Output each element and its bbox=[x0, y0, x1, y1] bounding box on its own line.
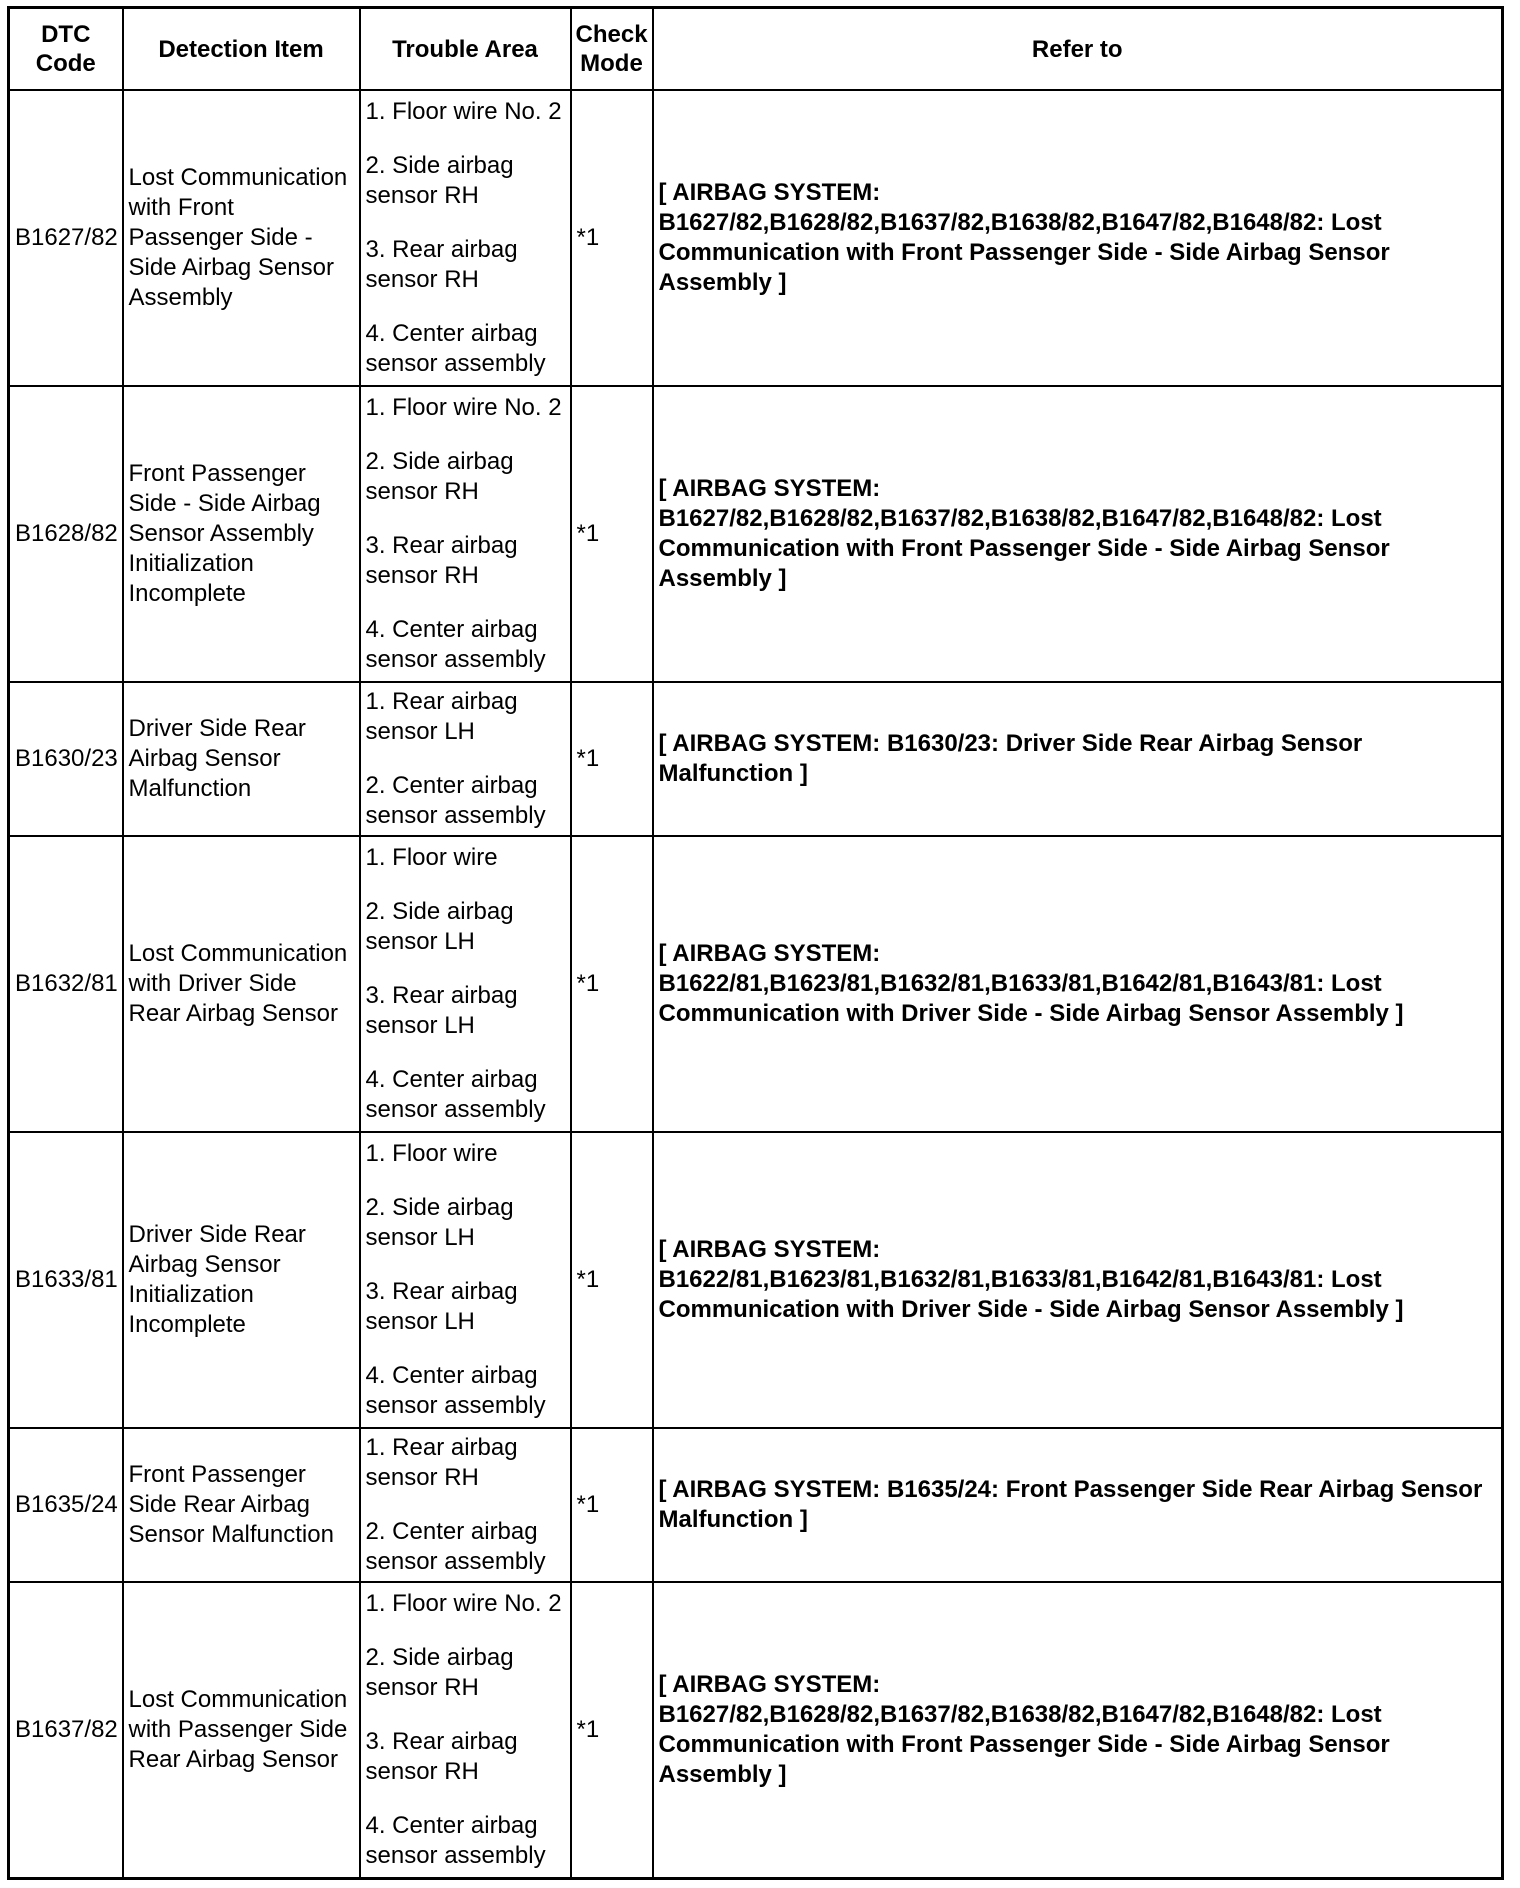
trouble-area-item: 2. Side airbag sensor RH bbox=[365, 1644, 514, 1701]
check-mode-cell: *1 bbox=[571, 682, 653, 836]
table-row bbox=[9, 682, 1503, 836]
trouble-area-item: 3. Rear airbag sensor LH bbox=[365, 982, 518, 1039]
check-mode-cell: *1 bbox=[571, 1582, 653, 1879]
refer-to-link[interactable]: [ AIRBAG SYSTEM: B1627/82,B1628/82,B1637/82,B1638/82,B1647/82,B1648/82: Lost Communication with Front Passenger Side - Side Airbag Sensor Assembly ] bbox=[653, 90, 1503, 386]
refer-to-link[interactable]: [ AIRBAG SYSTEM: B1627/82,B1628/82,B1637/82,B1638/82,B1647/82,B1648/82: Lost Communication with Front Passenger Side - Side Airbag Sensor Assembly ] bbox=[653, 386, 1503, 682]
trouble-area-item: 4. Center airbag sensor assembly bbox=[365, 616, 546, 673]
trouble-area-cell bbox=[360, 90, 571, 386]
dtc-table-container bbox=[7, 6, 1504, 1880]
header-detection-item: Detection Item bbox=[123, 8, 360, 91]
trouble-area-item: 2. Center airbag sensor assembly bbox=[365, 1518, 546, 1575]
trouble-area-item: 3. Rear airbag sensor RH bbox=[365, 236, 518, 293]
check-mode-cell: *1 bbox=[571, 836, 653, 1132]
refer-to-link[interactable]: [ AIRBAG SYSTEM: B1622/81,B1623/81,B1632/81,B1633/81,B1642/81,B1643/81: Lost Communication with Driver Side - Side Airbag Sensor Assembly ] bbox=[653, 1132, 1503, 1428]
trouble-area-cell bbox=[360, 1582, 571, 1879]
dtc-code-cell: B1633/81 bbox=[9, 1132, 123, 1428]
dtc-code-cell: B1632/81 bbox=[9, 836, 123, 1132]
trouble-area-cell bbox=[360, 1428, 571, 1582]
dtc-code-cell: B1637/82 bbox=[9, 1582, 123, 1879]
detection-item-cell: Lost Communication with Passenger Side Rear Airbag Sensor bbox=[123, 1582, 360, 1879]
trouble-area-item: 2. Side airbag sensor RH bbox=[365, 448, 514, 505]
detection-item-cell: Lost Communication with Driver Side Rear Airbag Sensor bbox=[123, 836, 360, 1132]
trouble-area-item: 4. Center airbag sensor assembly bbox=[365, 1812, 546, 1869]
trouble-area-item: 1. Floor wire No. 2 bbox=[365, 98, 562, 125]
table-row bbox=[9, 1582, 1503, 1879]
trouble-area-item: 3. Rear airbag sensor RH bbox=[365, 1728, 518, 1785]
check-mode-cell: *1 bbox=[571, 90, 653, 386]
table-row bbox=[9, 1132, 1503, 1428]
header-refer-to: Refer to bbox=[653, 8, 1503, 91]
table-row bbox=[9, 1428, 1503, 1582]
check-mode-cell: *1 bbox=[571, 1428, 653, 1582]
refer-to-link[interactable]: [ AIRBAG SYSTEM: B1630/23: Driver Side Rear Airbag Sensor Malfunction ] bbox=[653, 682, 1503, 836]
trouble-area-item: 1. Rear airbag sensor LH bbox=[365, 688, 518, 745]
table-row bbox=[9, 836, 1503, 1132]
trouble-area-item: 3. Rear airbag sensor RH bbox=[365, 532, 518, 589]
trouble-area-item: 2. Center airbag sensor assembly bbox=[365, 772, 546, 829]
trouble-area-item: 4. Center airbag sensor assembly bbox=[365, 1066, 546, 1123]
check-mode-cell: *1 bbox=[571, 386, 653, 682]
trouble-area-item: 3. Rear airbag sensor LH bbox=[365, 1278, 518, 1335]
trouble-area-item: 1. Floor wire bbox=[365, 1140, 498, 1167]
dtc-code-cell: B1627/82 bbox=[9, 90, 123, 386]
table-body bbox=[9, 90, 1503, 1879]
trouble-area-item: 1. Floor wire No. 2 bbox=[365, 394, 562, 421]
detection-item-cell: Driver Side Rear Airbag Sensor Malfunction bbox=[123, 682, 360, 836]
trouble-area-item: 2. Side airbag sensor LH bbox=[365, 898, 514, 955]
header-check-mode: Check Mode bbox=[571, 8, 653, 91]
check-mode-cell: *1 bbox=[571, 1132, 653, 1428]
dtc-code-cell: B1635/24 bbox=[9, 1428, 123, 1582]
trouble-area-item: 2. Side airbag sensor RH bbox=[365, 152, 514, 209]
refer-to-link[interactable]: [ AIRBAG SYSTEM: B1622/81,B1623/81,B1632/81,B1633/81,B1642/81,B1643/81: Lost Communication with Driver Side - Side Airbag Sensor Assembly ] bbox=[653, 836, 1503, 1132]
refer-to-link[interactable]: [ AIRBAG SYSTEM: B1635/24: Front Passenger Side Rear Airbag Sensor Malfunction ] bbox=[653, 1428, 1503, 1582]
table-row bbox=[9, 90, 1503, 386]
trouble-area-item: 2. Side airbag sensor LH bbox=[365, 1194, 514, 1251]
detection-item-cell: Front Passenger Side - Side Airbag Sensor Assembly Initialization Incomplete bbox=[123, 386, 360, 682]
trouble-area-item: 1. Floor wire bbox=[365, 844, 498, 871]
trouble-area-item: 4. Center airbag sensor assembly bbox=[365, 1362, 546, 1419]
header-dtc-code: DTC Code bbox=[9, 8, 123, 91]
dtc-table bbox=[7, 6, 1504, 1880]
trouble-area-cell bbox=[360, 1132, 571, 1428]
trouble-area-item: 1. Floor wire No. 2 bbox=[365, 1590, 562, 1617]
trouble-area-cell bbox=[360, 682, 571, 836]
trouble-area-cell bbox=[360, 836, 571, 1132]
trouble-area-item: 4. Center airbag sensor assembly bbox=[365, 320, 546, 377]
trouble-area-cell bbox=[360, 386, 571, 682]
table-header-row bbox=[9, 8, 1503, 91]
trouble-area-item: 1. Rear airbag sensor RH bbox=[365, 1434, 518, 1491]
header-trouble-area: Trouble Area bbox=[360, 8, 571, 91]
detection-item-cell: Front Passenger Side Rear Airbag Sensor Malfunction bbox=[123, 1428, 360, 1582]
detection-item-cell: Driver Side Rear Airbag Sensor Initialization Incomplete bbox=[123, 1132, 360, 1428]
refer-to-link[interactable]: [ AIRBAG SYSTEM: B1627/82,B1628/82,B1637/82,B1638/82,B1647/82,B1648/82: Lost Communication with Front Passenger Side - Side Airbag Sensor Assembly ] bbox=[653, 1582, 1503, 1879]
detection-item-cell: Lost Communication with Front Passenger Side - Side Airbag Sensor Assembly bbox=[123, 90, 360, 386]
table-row bbox=[9, 386, 1503, 682]
dtc-code-cell: B1628/82 bbox=[9, 386, 123, 682]
dtc-code-cell: B1630/23 bbox=[9, 682, 123, 836]
